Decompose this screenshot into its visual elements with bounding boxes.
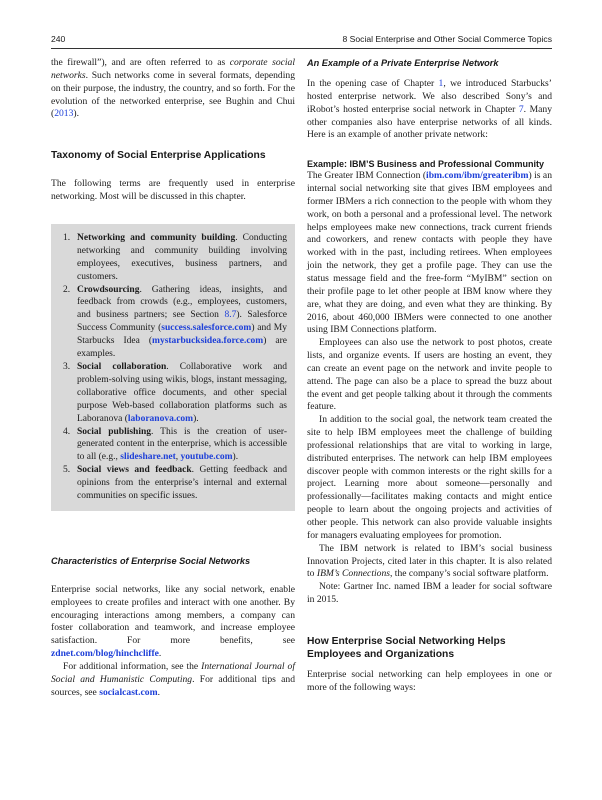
private-network-heading: An Example of a Private Enterprise Network xyxy=(307,58,499,68)
list-item: 5. Social views and feedback. Getting feedback and opinions from the enterprise’s internal and external communities on specific issues. xyxy=(63,465,287,502)
left-column xyxy=(51,57,295,700)
characteristics-paragraph-2: For additional information, see the International Journal of Social and Humanistic Computing. For additional tips and sources, see socialcast.com. xyxy=(51,661,295,698)
header-rule xyxy=(51,48,552,49)
how-paragraph: Enterprise social networking can help employees in one or more of the following ways: xyxy=(307,668,552,693)
ibm-paragraph-4: The IBM network is related to IBM’s social business Innovation Projects, cited later in this chapter. It is also related to IBM’s Connections, the company’s social software platform. xyxy=(307,542,552,580)
citation-link[interactable]: 2013 xyxy=(54,108,74,120)
mystarbucksidea-link[interactable]: mystarbucksidea.force.com xyxy=(152,336,264,347)
slideshare-link[interactable]: slideshare.net xyxy=(120,452,176,463)
characteristics-paragraph-1: Enterprise social networks, like any social network, enable employees to create profiles and interact with one another. By encouraging interactions among members, a company can foster collaboration and teamwork, and increase employee satisfaction. For more benefits, see zdnet.com/blog/hinchcliffe. xyxy=(51,583,295,660)
list-item: 2. Crowdsourcing. Gathering ideas, insights, and feedback from crowds (e.g., employees, customers, and business partners; see Section 8.7). Salesforce Success Community (success.salesforce.com) and My Starbucks Idea (mystarbucksidea.force.com) are examples. xyxy=(63,284,288,360)
zdnet-link[interactable]: zdnet.com/blog/hinchcliffe xyxy=(51,648,159,660)
characteristics-heading: Characteristics of Enterprise Social Networks xyxy=(51,555,251,566)
ibm-paragraph-3: In addition to the social goal, the network team created the site to help IBM employees meet the challenge of building professional relationships that are vital to working in large, distributed enterprises. The network can help IBM employees discover people with common interests or the right skills for a project. Learning more about someone—personally and professionally—facilitates making contacts and might entice people to learn about the ongoing projects and activities of other people. This network can also provide valuable insights for managers evaluating employees for promotion. xyxy=(307,414,552,541)
success-salesforce-link[interactable]: success.salesforce.com xyxy=(161,323,252,334)
socialcast-link[interactable]: socialcast.com xyxy=(99,686,158,698)
list-item: 4. Social publishing. This is the creation of user-generated content in the enterprise, which is accessible to all (e.g., slideshare.net, youtube.com). xyxy=(63,426,288,463)
laboranova-link[interactable]: laboranova.com xyxy=(127,413,194,424)
chapter-1-link[interactable]: 1 xyxy=(438,78,444,89)
private-network-paragraph: In the opening case of Chapter 1, we introduced Starbucks’ hosted enterprise network. We also described Sony’s and iRobot’s hosted enterprise social network in Chapter 7. Many other companies also have enterprise networks of all kinds. Here is an example of another private network: xyxy=(307,78,552,141)
ibm-paragraph-2: Employees can also use the network to post photos, create lists, and organize events. If users are hosting an event, they can create an event page on the network and invite people to attend. The page can also be a place to spread the buzz about the event and get people talking about it through the comments feature. xyxy=(307,337,552,413)
list-item: 3. Social collaboration. Collaborative work and problem-solving using wikis, blogs, instant messaging, collaborative office documents, and other special purpose Web-based collaboration platforms such as Laboranova (laboranova.com). xyxy=(63,361,287,424)
youtube-link[interactable]: youtube.com xyxy=(180,452,233,463)
taxonomy-paragraph: The following terms are frequently used in enterprise networking. Most will be discussed in this chapter. xyxy=(51,178,295,203)
ibm-paragraph-1: The Greater IBM Connection (ibm.com/ibm/greateribm) is an internal social networking site that gives IBM employees and former IBMers a rich connection to the people with whom they work, on both a personal and a professional level. The network helps employees make new connections, track current friends and coworkers, and renew contacts with people they have worked with in the past, including retirees. When employees join the network, they get a profile page. They can use the status message field and the free-form “MyIBM” section on their profile page to let other people at IBM know where they are, what they are doing, and even what they are thinking. By 2016, about 460,000 IBMers were connected to one another using IBM Connections platform. xyxy=(307,170,552,336)
taxonomy-list xyxy=(63,232,287,503)
taxonomy-heading: Taxonomy of Social Enterprise Applications xyxy=(51,150,266,162)
chapter-title: 8 Social Enterprise and Other Social Commerce Topics xyxy=(342,34,552,44)
taxonomy-box xyxy=(51,224,295,511)
how-heading: How Enterprise Social Networking Helps Employees and Organizations xyxy=(307,635,506,660)
list-item: 1. Networking and community building. Conducting networking and community building involving employees, executives, business partners, and customers. xyxy=(63,232,287,282)
running-header xyxy=(51,30,552,50)
ibm-greateribm-link[interactable]: ibm.com/ibm/greateribm xyxy=(426,170,529,182)
intro-paragraph: the firewall”), and are often referred to as corporate social networks. Such networks come in several formats, depending on their purpose, the industry, the country, and so forth. For the evolution of the networked enterprise, see Bughin and Chui (2013). xyxy=(51,57,296,120)
ibm-example-heading: Example: IBM’S Business and Professional Community xyxy=(307,159,545,170)
page-number: 240 xyxy=(51,34,66,44)
section-ref-link[interactable]: 8.7 xyxy=(224,310,237,321)
chapter-7-link[interactable]: 7 xyxy=(518,103,524,115)
right-column xyxy=(307,57,552,695)
ibm-paragraph-5: Note: Gartner Inc. named IBM a leader for social software in 2015. xyxy=(307,581,552,606)
